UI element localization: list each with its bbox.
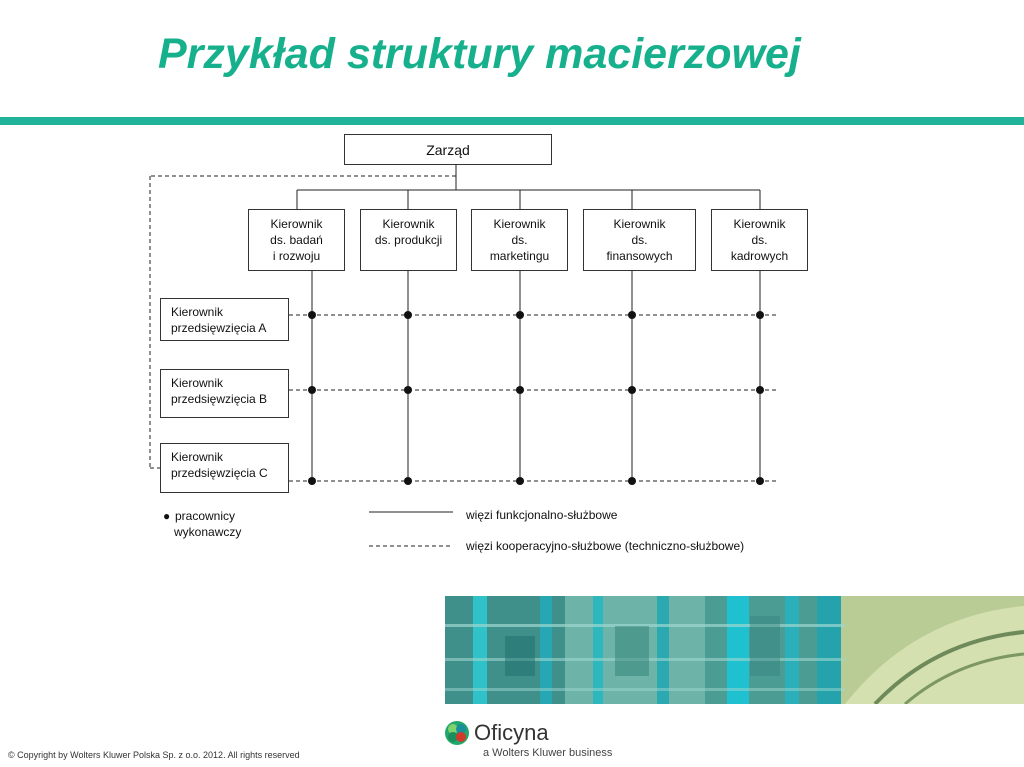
- copyright-notice: © Copyright by Wolters Kluwer Polska Sp. z o.o. 2012. All rights reserved: [8, 750, 300, 760]
- worker-dot: [628, 386, 636, 394]
- legend-cooperative-label: więzi kooperacyjno-służbowe (techniczno-służbowe): [466, 539, 745, 553]
- manager-line: ds.: [511, 233, 528, 247]
- legend-workers-line1: pracownicy: [175, 509, 236, 523]
- manager-line: Kierownik: [613, 217, 666, 231]
- manager-line: Kierownik: [733, 217, 786, 231]
- worker-dot: [628, 311, 636, 319]
- manager-line: i rozwoju: [272, 249, 321, 263]
- project-box-a: [160, 298, 289, 341]
- logo-name: Oficyna: [474, 720, 549, 745]
- manager-box-marketing: [471, 209, 568, 271]
- worker-dot: [516, 311, 524, 319]
- manager-line: ds. produkcji: [374, 233, 443, 247]
- manager-line: Kierownik: [493, 217, 546, 231]
- legend-functional-label: więzi funkcjonalno-służbowe: [466, 508, 618, 522]
- manager-line: marketingu: [489, 249, 550, 263]
- manager-line: finansowych: [606, 249, 673, 263]
- project-box-c: [160, 443, 289, 493]
- worker-dot: [628, 477, 636, 485]
- logo-tagline: a Wolters Kluwer business: [483, 747, 613, 759]
- worker-dot: [404, 477, 412, 485]
- manager-line: ds. badań: [270, 233, 323, 247]
- project-line: Kierownik: [171, 376, 224, 390]
- board-label: Zarząd: [426, 142, 470, 158]
- project-line: przedsięwzięcia C: [171, 466, 268, 480]
- manager-box-hr: [711, 209, 808, 271]
- worker-dot: [404, 311, 412, 319]
- project-line: przedsięwzięcia A: [171, 321, 267, 335]
- worker-dot: [756, 477, 764, 485]
- manager-line: ds.: [751, 233, 768, 247]
- slide-title: Przykład struktury macierzowej: [158, 30, 801, 78]
- manager-line: kadrowych: [730, 249, 789, 263]
- worker-dot: [516, 477, 524, 485]
- project-line: przedsięwzięcia B: [171, 392, 268, 406]
- legend-workers-symbol: ●: [163, 509, 171, 523]
- worker-dot: [308, 311, 316, 319]
- manager-line: ds.: [631, 233, 648, 247]
- legend-solid-line: [369, 510, 453, 514]
- legend-workers-line2: wykonawczy: [174, 525, 242, 539]
- worker-dot: [756, 386, 764, 394]
- manager-box-rnd: [248, 209, 345, 271]
- manager-box-finance: [583, 209, 696, 271]
- project-box-b: [160, 369, 289, 418]
- worker-dot: [308, 477, 316, 485]
- worker-dot: [308, 386, 316, 394]
- board-box: [344, 134, 552, 165]
- manager-line: Kierownik: [270, 217, 323, 231]
- manager-line: Kierownik: [382, 217, 435, 231]
- project-line: Kierownik: [171, 450, 224, 464]
- project-line: Kierownik: [171, 305, 224, 319]
- building-photo: [445, 596, 1024, 704]
- manager-box-production: [360, 209, 457, 271]
- oficyna-logo-icon: [444, 720, 470, 746]
- worker-dot: [756, 311, 764, 319]
- legend-dashed-line: [369, 544, 453, 548]
- worker-dot: [516, 386, 524, 394]
- worker-dot: [404, 386, 412, 394]
